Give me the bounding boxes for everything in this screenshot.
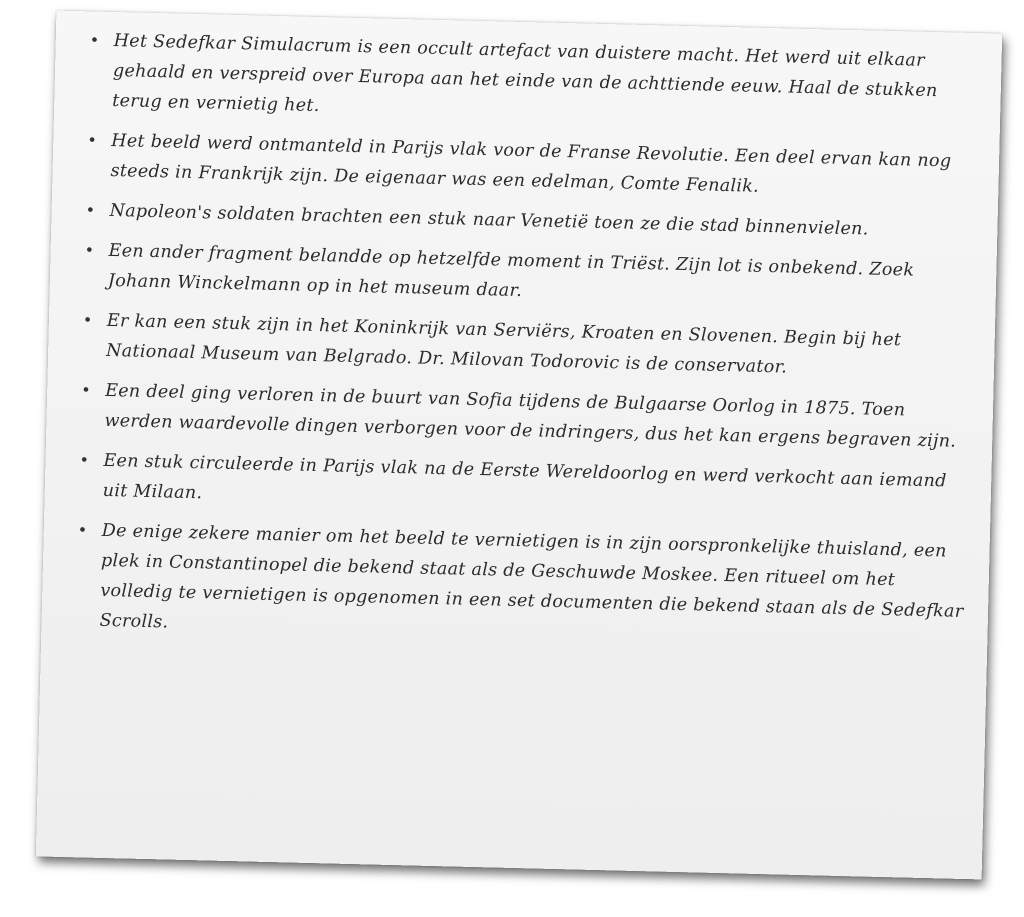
note-item: [74, 305, 975, 387]
note-text: Er kan een stuk zijn in het Koninkrijk van Serviërs, Kroaten en Slovenen. Begin bij het Nationaal Museum van Belgrado. Dr. Milovan Todorovic is de conservator.: [105, 310, 902, 378]
note-text: De enige zekere manier om het beeld te vernietigen is in zijn oorspronkelijke thuisland, een plek in Constantinopel die bekend staat als de Geschuwde Moskee. Een ritueel om het volledig te vernietigen is opgenomen in een set documenten die bekend staan als de Sedefkar Scrolls.: [99, 520, 964, 633]
note-item: [80, 25, 982, 137]
note-item: [72, 375, 973, 457]
note-item: [76, 235, 977, 317]
bullet-icon: •: [84, 240, 95, 260]
bullet-icon: •: [79, 450, 90, 470]
note-item: [67, 515, 970, 657]
bullet-icon: •: [77, 520, 88, 540]
note-item: [70, 445, 971, 527]
note-list: [67, 25, 982, 657]
handwritten-note-paper: [36, 11, 1002, 880]
bullet-icon: •: [89, 30, 100, 50]
note-text: Het beeld werd ontmanteld in Parijs vlak voor de Franse Revolutie. Een deel ervan kan nog steeds in Frankrijk zijn. De eigenaar was een edelman, Comte Fenalik.: [110, 130, 952, 197]
note-text: Napoleon's soldaten brachten een stuk naar Venetië toen ze die stad binnenvielen.: [109, 200, 869, 240]
bullet-icon: •: [85, 200, 96, 220]
bullet-icon: •: [80, 380, 92, 400]
note-text: Het Sedefkar Simulacrum is een occult artefact van duistere macht. Het werd uit elkaar gehaald en verspreid over Europa aan het einde van de achttiende eeuw. Haal de stukken terug en vernietig het.: [112, 30, 938, 117]
bullet-icon: •: [87, 130, 98, 150]
note-item: [78, 125, 979, 207]
note-text: Een ander fragment belandde op hetzelfde moment in Triëst. Zijn lot is onbekend. Zoek Johann Winckelmann op in het museum daar.: [107, 240, 915, 302]
bullet-icon: •: [82, 310, 93, 330]
note-text: Een stuk circuleerde in Parijs vlak na de Eerste Wereldoorlog en werd verkocht aan iemand uit Milaan.: [102, 450, 947, 504]
note-text: Een deel ging verloren in de buurt van Sofia tijdens de Bulgaarse Oorlog in 1875. Toen werden waardevolle dingen verborgen voor de indringers, dus het kan ergens begraven zijn.: [104, 380, 957, 452]
